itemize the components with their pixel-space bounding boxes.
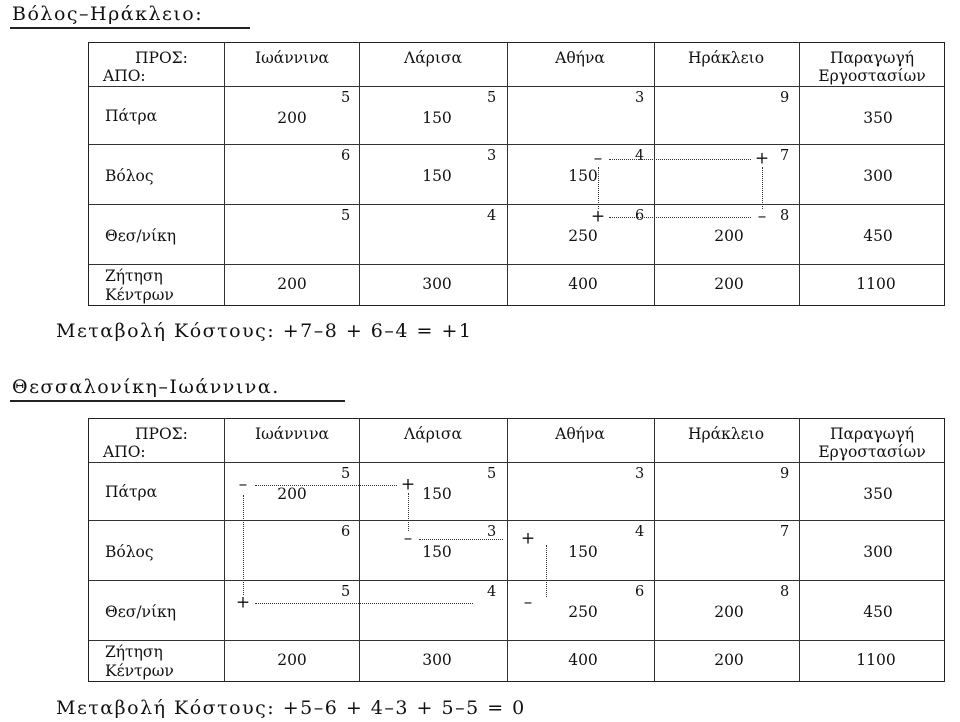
loop-sign: – <box>593 148 603 169</box>
unit-cost: 5 <box>341 584 351 600</box>
loop-path <box>598 167 599 209</box>
col-header-larisa: Λάρισα <box>404 49 462 67</box>
unit-cost: 5 <box>341 208 351 224</box>
allocation: 150 <box>568 543 598 561</box>
loop-sign: – <box>238 474 248 495</box>
table-row-patra <box>89 463 944 521</box>
production-header: Παραγωγή <box>829 49 915 67</box>
unit-cost: 4 <box>635 524 645 540</box>
unit-cost: 3 <box>487 524 497 540</box>
section1-heading-underline <box>10 27 250 29</box>
unit-cost: 8 <box>780 208 790 224</box>
unit-cost: 6 <box>635 584 645 600</box>
production-value: 300 <box>863 167 893 185</box>
row-label: Πάτρα <box>105 483 158 501</box>
production-value: 450 <box>863 227 893 245</box>
table-row-thessaloniki <box>89 581 944 641</box>
production-value: 350 <box>863 109 893 127</box>
demand-label: Ζήτηση <box>105 267 163 285</box>
unit-cost: 7 <box>780 148 790 164</box>
allocation: 200 <box>714 227 744 245</box>
loop-sign: – <box>523 592 533 613</box>
allocation: 150 <box>568 167 598 185</box>
col-header-athina: Αθήνα <box>555 49 605 67</box>
section1-transport-table <box>88 42 945 306</box>
loop-sign: + <box>400 474 416 495</box>
loop-path <box>255 485 397 486</box>
loop-sign: + <box>235 592 251 613</box>
loop-path <box>762 167 763 209</box>
allocation: 200 <box>277 485 307 503</box>
demand-value: 200 <box>714 275 744 293</box>
unit-cost: 4 <box>487 584 497 600</box>
loop-path <box>609 217 751 218</box>
demand-label-line2: Κέντρων <box>105 286 174 304</box>
apo-label: ΑΠΟ: <box>103 67 146 85</box>
section1-heading: Βόλος–Ηράκλειο: <box>12 3 204 25</box>
table-row-patra <box>89 87 944 145</box>
allocation: 150 <box>422 109 452 127</box>
demand-value: 200 <box>714 651 744 669</box>
demand-value: 300 <box>422 651 452 669</box>
table-row-volos <box>89 521 944 581</box>
unit-cost: 9 <box>780 466 790 482</box>
col-header-irakleio: Ηράκλειο <box>687 49 765 67</box>
loop-path <box>609 159 751 160</box>
demand-label: Ζήτηση <box>105 643 163 661</box>
loop-path <box>243 495 244 595</box>
demand-value: 200 <box>277 275 307 293</box>
unit-cost: 4 <box>487 208 497 224</box>
loop-path <box>546 545 547 597</box>
demand-value: 400 <box>568 275 598 293</box>
table-row-thessaloniki <box>89 205 944 265</box>
section2-heading-underline <box>10 400 345 402</box>
section1-cost-change: Μεταβολή Κόστους: +7–8 + 6–4 = +1 <box>56 320 473 342</box>
row-label: Πάτρα <box>105 107 158 125</box>
demand-label-line2: Κέντρων <box>105 662 174 680</box>
production-header: Παραγωγή <box>829 425 915 443</box>
pros-label: ΠΡΟΣ: <box>135 425 188 443</box>
demand-total: 1100 <box>856 275 896 293</box>
allocation: 250 <box>568 227 598 245</box>
col-header-irakleio: Ηράκλειο <box>687 425 765 443</box>
loop-sign: + <box>590 206 606 227</box>
unit-cost: 6 <box>341 524 351 540</box>
unit-cost: 5 <box>487 466 497 482</box>
allocation: 150 <box>422 485 452 503</box>
loop-path <box>255 603 473 604</box>
row-label: Βόλος <box>105 167 154 185</box>
section2-heading: Θεσσαλονίκη–Ιωάννινα. <box>12 376 280 398</box>
unit-cost: 9 <box>780 90 790 106</box>
unit-cost: 5 <box>341 466 351 482</box>
allocation: 200 <box>714 603 744 621</box>
table-row-volos <box>89 145 944 205</box>
unit-cost: 4 <box>635 148 645 164</box>
loop-sign: + <box>520 528 536 549</box>
unit-cost: 6 <box>635 208 645 224</box>
production-header-line2: Εργοστασίων <box>818 67 926 85</box>
allocation: 200 <box>277 109 307 127</box>
section2-transport-table <box>88 418 945 682</box>
unit-cost: 7 <box>780 524 790 540</box>
production-value: 300 <box>863 543 893 561</box>
col-header-ioannina: Ιωάννινα <box>254 425 330 443</box>
unit-cost: 8 <box>780 584 790 600</box>
unit-cost: 5 <box>487 90 497 106</box>
apo-label: ΑΠΟ: <box>103 443 146 461</box>
pros-label: ΠΡΟΣ: <box>135 49 188 67</box>
row-label: Θεσ/νίκη <box>105 603 177 621</box>
header-row <box>89 419 944 463</box>
unit-cost: 3 <box>635 90 645 106</box>
section2-cost-change: Μεταβολή Κόστους: +5–6 + 4–3 + 5–5 = 0 <box>56 697 526 719</box>
header-row <box>89 43 944 87</box>
demand-row <box>89 641 944 683</box>
allocation: 150 <box>422 543 452 561</box>
allocation: 150 <box>422 167 452 185</box>
unit-cost: 3 <box>487 148 497 164</box>
demand-value: 400 <box>568 651 598 669</box>
demand-value: 200 <box>277 651 307 669</box>
unit-cost: 3 <box>635 466 645 482</box>
production-header-line2: Εργοστασίων <box>818 443 926 461</box>
demand-value: 300 <box>422 275 452 293</box>
production-value: 350 <box>863 485 893 503</box>
unit-cost: 5 <box>341 90 351 106</box>
col-header-larisa: Λάρισα <box>404 425 462 443</box>
col-header-ioannina: Ιωάννινα <box>254 49 330 67</box>
allocation: 250 <box>568 603 598 621</box>
loop-sign: + <box>754 148 770 169</box>
loop-sign: – <box>757 206 767 227</box>
col-header-athina: Αθήνα <box>555 425 605 443</box>
unit-cost: 6 <box>341 148 351 164</box>
demand-total: 1100 <box>856 651 896 669</box>
loop-sign: – <box>403 528 413 549</box>
loop-path <box>408 493 409 531</box>
row-label: Θεσ/νίκη <box>105 227 177 245</box>
loop-path <box>419 539 503 540</box>
production-value: 450 <box>863 603 893 621</box>
demand-row <box>89 265 944 307</box>
row-label: Βόλος <box>105 543 154 561</box>
